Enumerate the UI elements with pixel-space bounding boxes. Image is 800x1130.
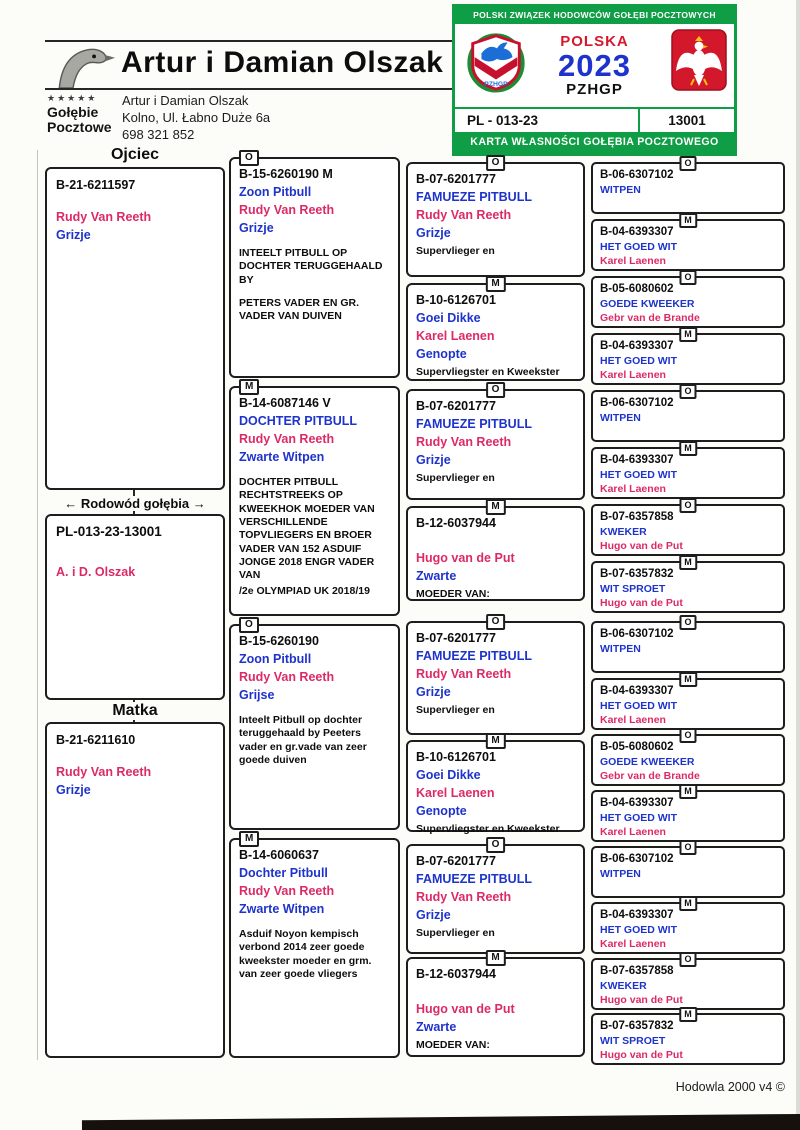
pigeon-name: Zoon Pitbull xyxy=(239,652,312,666)
ring-number: B-07-6357832 xyxy=(600,568,674,580)
pigeon-name: WITPEN xyxy=(600,412,641,424)
pedigree-box-g3-1 xyxy=(406,157,585,277)
ring-number: B-15-6260190 M xyxy=(239,167,333,181)
header-rule-top xyxy=(45,40,453,42)
description: INTEELT PITBULL OP DOCHTER TERUGGEHAALD BY xyxy=(239,247,383,286)
ring-number: B-07-6357858 xyxy=(600,965,674,977)
pedigree-box-g4-3 xyxy=(591,272,785,328)
breeder-name: Gebr van de Brande xyxy=(600,312,700,324)
ring-number: B-07-6201777 xyxy=(416,631,496,645)
pedigree-box-g4-11 xyxy=(591,730,785,786)
page-title: Artur i Damian Olszak xyxy=(121,46,444,79)
sex-tab: O xyxy=(679,728,696,743)
sex-tab: M xyxy=(679,327,697,342)
description: PETERS VADER EN GR. VADER VAN DUIVEN xyxy=(239,296,359,323)
pedigree-box-g3-5 xyxy=(406,616,585,735)
scan-edge-shadow xyxy=(796,0,800,1130)
color-name: Grijse xyxy=(239,688,275,702)
ownership-certificate xyxy=(452,4,737,156)
pigeon-name: HET GOED WIT xyxy=(600,812,677,824)
pigeon-name: KWEKER xyxy=(600,980,647,992)
pedigree-box-g4-10 xyxy=(591,674,785,730)
federation-name: POLSKI ZWIĄZEK HODOWCÓW GOŁĘBI POCZTOWYCH xyxy=(455,7,734,24)
strain-name: Rudy Van Reeth xyxy=(239,203,335,217)
pedigree-box-g4-15 xyxy=(591,954,785,1010)
sex-tab: O xyxy=(679,156,696,171)
breeder-name: Gebr van de Brande xyxy=(600,770,700,782)
sex-tab: O xyxy=(486,837,506,853)
ring-number: B-12-6037944 xyxy=(416,967,496,981)
sex-tab: O xyxy=(679,952,696,967)
ring-number: B-07-6357858 xyxy=(600,511,674,523)
color-name: Zwarte xyxy=(416,569,457,583)
ring-number: B-07-6201777 xyxy=(416,172,496,186)
description: DOCHTER PITBULL RECHTSTREEKS OP KWEEKHOK MOEDER VAN VERSCHILLENDE TOPVLIEGERS EN BROER VADER VAN 152 ASDUIF JONGE 2018 ENGR VADER VAN xyxy=(239,476,375,582)
pedigree-box-g4-2 xyxy=(591,215,785,271)
pigeon-name: WITPEN xyxy=(600,643,641,655)
sex-tab: M xyxy=(239,379,259,395)
pigeon-name: FAMUEZE PITBULL xyxy=(416,417,532,431)
breeder-name: Karel Laenen xyxy=(600,255,666,267)
sex-tab: M xyxy=(679,784,697,799)
header-rule-bottom xyxy=(45,88,453,90)
pedigree-box-g3-8 xyxy=(406,952,585,1057)
sex-tab: O xyxy=(679,384,696,399)
arrow-right-icon: → xyxy=(192,496,206,511)
breeder-name: Hugo van de Put xyxy=(600,1049,683,1061)
sex-tab: O xyxy=(486,155,506,171)
ring-number: B-07-6357832 xyxy=(600,1020,674,1032)
poland-eagle-icon xyxy=(671,29,727,96)
pedigree-box-g4-12 xyxy=(591,786,785,842)
pigeon-name: GOEDE KWEEKER xyxy=(600,756,695,768)
pedigree-box-g3-4 xyxy=(406,501,585,601)
ring-number: B-12-6037944 xyxy=(416,516,496,530)
color-name: Grizje xyxy=(416,908,451,922)
sex-tab: M xyxy=(679,555,697,570)
note: Supervlieger en xyxy=(416,472,495,484)
ring-number: B-05-6080602 xyxy=(600,741,674,753)
pigeon-name: WITPEN xyxy=(600,868,641,880)
loft-logo-stars: ★★★★★ xyxy=(47,93,98,103)
sex-tab: O xyxy=(679,270,696,285)
strain-name: Karel Laenen xyxy=(416,786,495,800)
strain-name: Rudy Van Reeth xyxy=(239,670,335,684)
sex-tab: M xyxy=(485,950,505,966)
pedigree-box-g3-6 xyxy=(406,735,585,835)
pigeon-name: HET GOED WIT xyxy=(600,924,677,936)
pzhgp-badge-icon xyxy=(462,28,530,99)
note: MOEDER VAN: xyxy=(416,1039,490,1051)
ring-number: B-04-6393307 xyxy=(600,797,674,809)
pigeon-name: Goei Dikke xyxy=(416,311,481,325)
ring-number: B-14-6060637 xyxy=(239,848,319,862)
ring-number: B-06-6307102 xyxy=(600,169,674,181)
pedigree-box-g3-2 xyxy=(406,278,585,381)
note: Supervlieger en xyxy=(416,245,495,257)
sex-tab: M xyxy=(239,831,259,847)
ring-number: B-06-6307102 xyxy=(600,628,674,640)
breeder-name: Karel Laenen xyxy=(600,714,666,726)
pigeon-name: Zoon Pitbull xyxy=(239,185,312,199)
sex-tab: O xyxy=(486,382,506,398)
pigeon-name: Goei Dikke xyxy=(416,768,481,782)
sex-tab: M xyxy=(679,441,697,456)
pedigree-box-g3-3 xyxy=(406,384,585,500)
ring-number: B-10-6126701 xyxy=(416,293,496,307)
color-name: Grizje xyxy=(416,226,451,240)
strain-name: Rudy Van Reeth xyxy=(416,435,512,449)
pedigree-box-g4-9 xyxy=(591,617,785,673)
software-credit: Hodowla 2000 v4 © xyxy=(675,1080,785,1094)
note: Supervliegster en Kweekster xyxy=(416,366,560,378)
breeder-name: Karel Laenen xyxy=(600,483,666,495)
pigeon-name: HET GOED WIT xyxy=(600,241,677,253)
strain-name: Rudy Van Reeth xyxy=(416,667,512,681)
svg-text:PZHGP: PZHGP xyxy=(484,81,508,89)
pigeon-name: WITPEN xyxy=(600,184,641,196)
pedigree-box-g2-1 xyxy=(229,152,400,378)
color-name: Genopte xyxy=(416,804,467,818)
ring-number: B-04-6393307 xyxy=(600,454,674,466)
note: MOEDER VAN: xyxy=(416,588,490,600)
note: Supervlieger en xyxy=(416,927,495,939)
pigeon-name xyxy=(416,532,575,549)
pedigree-box-g2-2 xyxy=(229,381,400,616)
color-name: Zwarte Witpen xyxy=(239,902,325,916)
note: Supervliegster en Kweekster xyxy=(416,823,560,835)
pedigree-box-g2-3 xyxy=(229,619,400,830)
pigeon-name: GOEDE KWEEKER xyxy=(600,298,695,310)
center-label-text: Rodowód gołębia xyxy=(80,496,190,511)
card-title: KARTA WŁASNOŚCI GOŁĘBIA POCZTOWEGO xyxy=(455,132,734,153)
pedigree-box-father xyxy=(45,167,225,490)
pigeon-name: HET GOED WIT xyxy=(600,355,677,367)
ring-prefix: PL - 013-23 xyxy=(467,113,539,128)
subject-owner: A. i D. Olszak xyxy=(56,565,136,579)
sex-tab: M xyxy=(485,733,505,749)
sex-tab: M xyxy=(679,1007,697,1022)
loft-logo-line2: Pocztowe xyxy=(47,119,112,135)
pigeon-name: FAMUEZE PITBULL xyxy=(416,649,532,663)
pigeon-name: HET GOED WIT xyxy=(600,700,677,712)
ring-number: B-07-6201777 xyxy=(416,399,496,413)
sex-tab: O xyxy=(679,840,696,855)
strain-name: Rudy Van Reeth xyxy=(416,890,512,904)
color-name: Grizje xyxy=(239,221,274,235)
ring-number: B-10-6126701 xyxy=(416,750,496,764)
strain-name: Karel Laenen xyxy=(416,329,495,343)
sex-tab: M xyxy=(485,499,505,515)
pedigree-box-g3-7 xyxy=(406,839,585,954)
strain-name: Hugo van de Put xyxy=(416,551,515,565)
mother-label: Matka xyxy=(45,702,225,720)
description: Inteelt Pitbull op dochter teruggehaald by Peeters vader en gr.vade van zeer goede duiven xyxy=(239,714,367,766)
ring-number: B-14-6087146 V xyxy=(239,396,331,410)
cert-year: 2023 xyxy=(558,48,631,83)
pigeon-name: FAMUEZE PITBULL xyxy=(416,190,532,204)
strain-name: Rudy Van Reeth xyxy=(239,432,335,446)
ring-serial: 13001 xyxy=(668,113,706,128)
breeder-name: Hugo van de Put xyxy=(600,597,683,609)
color-name: Genopte xyxy=(416,347,467,361)
color-name: Grizje xyxy=(416,685,451,699)
ring-number: B-04-6393307 xyxy=(600,340,674,352)
color-name: Grizje xyxy=(56,783,91,797)
owner-address: Kolno, Ul. Łabno Duże 6a xyxy=(122,110,271,125)
pigeon-name xyxy=(416,983,575,1000)
pigeon-name: HET GOED WIT xyxy=(600,469,677,481)
strain-name: Rudy Van Reeth xyxy=(416,208,512,222)
cert-org: PZHGP xyxy=(566,81,623,98)
pedigree-box-g4-5 xyxy=(591,386,785,442)
strain-name: Hugo van de Put xyxy=(416,1002,515,1016)
color-name: Zwarte Witpen xyxy=(239,450,325,464)
pedigree-box-g4-6 xyxy=(591,443,785,499)
ring-number: B-06-6307102 xyxy=(600,397,674,409)
pedigree-box-g2-4 xyxy=(229,833,400,1058)
ring-number: B-21-6211610 xyxy=(56,733,136,747)
ring-number: B-04-6393307 xyxy=(600,909,674,921)
pigeon-name: KWEKER xyxy=(600,526,647,538)
ring-number: B-04-6393307 xyxy=(600,685,674,697)
arrow-left-icon: ← xyxy=(64,496,78,511)
sex-tab: O xyxy=(679,615,696,630)
scan-fold-line xyxy=(37,150,38,1060)
description: Asduif Noyon kempisch verbond 2014 zeer goede kweekster moeder en grm. van zeer goede vliegers xyxy=(239,928,372,980)
pedigree-box-g4-8 xyxy=(591,557,785,613)
ring-number: B-07-6201777 xyxy=(416,854,496,868)
pedigree-box-g4-14 xyxy=(591,898,785,954)
sex-tab: M xyxy=(679,896,697,911)
father-label: Ojciec xyxy=(45,146,225,164)
strain-name: Rudy Van Reeth xyxy=(56,765,152,779)
color-name: Grizje xyxy=(56,228,91,242)
breeder-name: Karel Laenen xyxy=(600,369,666,381)
pedigree-box-g4-13 xyxy=(591,842,785,898)
pigeon-name: Dochter Pitbull xyxy=(239,866,328,880)
strain-name: Rudy Van Reeth xyxy=(56,210,152,224)
pigeon-logo-icon xyxy=(52,44,116,93)
pedigree-center-label xyxy=(45,496,225,511)
scan-bottom-strip xyxy=(82,1114,800,1130)
pigeon-name: WIT SPROET xyxy=(600,1035,666,1047)
description: /2e OLYMPIAD UK 2018/19 xyxy=(239,584,370,597)
sex-tab: M xyxy=(485,276,505,292)
ring-number: B-21-6211597 xyxy=(56,178,136,192)
breeder-name: Hugo van de Put xyxy=(600,540,683,552)
pedigree-box-subject xyxy=(45,514,225,700)
pigeon-name: WIT SPROET xyxy=(600,583,666,595)
sex-tab: O xyxy=(239,150,259,166)
pedigree-box-g4-4 xyxy=(591,329,785,385)
pedigree-box-g4-7 xyxy=(591,500,785,556)
sex-tab: O xyxy=(679,498,696,513)
pigeon-name: FAMUEZE PITBULL xyxy=(416,872,532,886)
ring-number: B-06-6307102 xyxy=(600,853,674,865)
pedigree-box-mother xyxy=(45,722,225,1058)
pedigree-box-g4-1 xyxy=(591,158,785,214)
subject-ring-number: PL-013-23-13001 xyxy=(56,524,162,539)
ring-number: B-04-6393307 xyxy=(600,226,674,238)
strain-name: Rudy Van Reeth xyxy=(239,884,335,898)
ring-number: B-15-6260190 xyxy=(239,634,319,648)
sex-tab: M xyxy=(679,213,697,228)
color-name: Zwarte xyxy=(416,1020,457,1034)
sex-tab: O xyxy=(486,614,506,630)
breeder-name: Karel Laenen xyxy=(600,938,666,950)
breeder-name: Karel Laenen xyxy=(600,826,666,838)
breeder-name: Hugo van de Put xyxy=(600,994,683,1006)
pedigree-box-g4-16 xyxy=(591,1009,785,1065)
note: Supervlieger en xyxy=(416,704,495,716)
cert-country: POLSKA xyxy=(560,33,629,50)
owner-name: Artur i Damian Olszak xyxy=(122,93,249,108)
loft-logo-line1: Gołębie xyxy=(47,104,99,120)
owner-phone: 698 321 852 xyxy=(122,127,195,142)
ring-number: B-05-6080602 xyxy=(600,283,674,295)
color-name: Grizje xyxy=(416,453,451,467)
sex-tab: M xyxy=(679,672,697,687)
pigeon-name: DOCHTER PITBULL xyxy=(239,414,358,428)
sex-tab: O xyxy=(239,617,259,633)
